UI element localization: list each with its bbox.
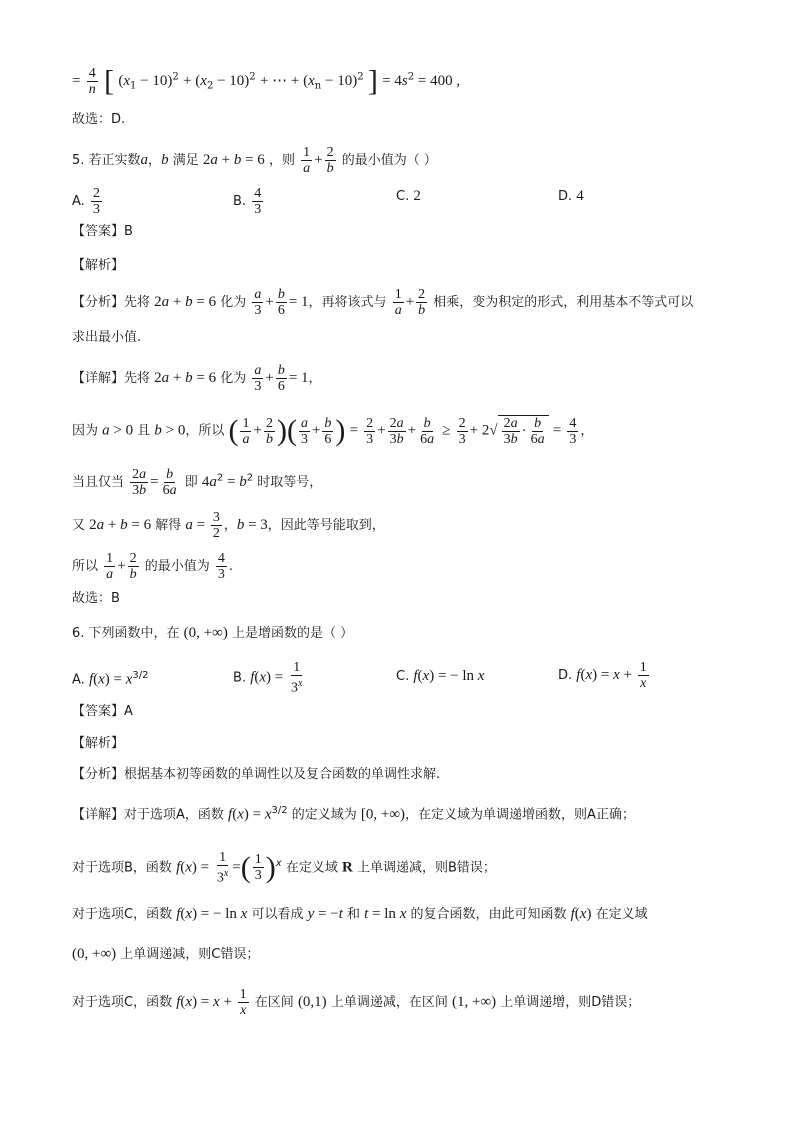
q5-analysis-tag: 【解析】 <box>72 258 125 273</box>
q5-option-c: C. 2 <box>396 188 421 204</box>
q5-step-solve: 又 2a + b = 6 解得 a = $\frac{3}{2}$ ，b = 3，因此等号能取到， <box>72 510 385 541</box>
q6-detail-c2: (0, +∞) 上单调递减，则C错误； <box>72 946 260 962</box>
q6-detail-b: 对于选项B，函数 f(x) = $\frac{1}{3^x}$ =( $\frac{1}{3}$ )$^x$ 在定义域 R 上单调递减，则B错误； <box>72 850 496 886</box>
q6-analysis-tag: 【解析】 <box>72 736 125 751</box>
q5-step-equality: 当且仅当 $\frac{2a}{3b}$ = $\frac{b}{6a}$ 即 $4a^2 = b^2$ 时取等号， <box>72 467 323 498</box>
q6-detail-c1: 对于选项C，函数 f(x) = − ln x 可以看成 y = −t 和 t = ln x 的复合函数，由此可知函数 f(x) 在定义域 <box>72 906 648 922</box>
choice-line-q4: 故选：D. <box>72 112 126 127</box>
q5-fenxi-line2: 求出最小值. <box>72 330 142 345</box>
q6-option-c: C. f(x) = − ln x <box>396 668 485 684</box>
q5-fenxi-line1: 【分析】先将 2a + b = 6 化为 $\frac{a}{3}$ + $\frac{b}{6}$ = 1，再将该式与 $\frac{1}{a}$ + $\frac{2}{b}$ 相乘，变为积定的形式，利用基本不等式可以 <box>72 287 694 318</box>
q5-answer: 【答案】B <box>72 224 133 239</box>
q6-option-b: B. f(x) = $\frac{1}{3^x}$ <box>233 660 303 696</box>
q5-xiangjie-line: 【详解】先将 2a + b = 6 化为 $\frac{a}{3}$ + $\frac{b}{6}$ = 1， <box>72 363 322 394</box>
q6-option-a: A. $f(x) = x^{3/2}$ <box>72 670 149 688</box>
q6-option-d: D. f(x) = x + $\frac{1}{x}$ <box>558 660 647 691</box>
question-5-stem: 5. 若正实数a，b 满足 2a + b = 6 ，则 $\frac{1}{a}$ + $\frac{2}{b}$ 的最小值为（ ） <box>72 145 437 176</box>
q5-step-inequality: 因为 a > 0 且 b > 0，所以 ( $\frac{1}{a}$ + $\frac{2}{b}$ )( $\frac{a}{3}$ + $\frac{b}{6}$ ) = $\frac{2}{3}$ + $\frac{2a}{3b}$ + $\frac{b}{6a}$ ≥ $\frac{2}{3}$ + 2√ $\frac{2a}{3b}$ · $\frac{b}{6a}$ = $\frac{4}{3}$ ， <box>72 414 594 447</box>
q6-detail-a: 【详解】对于选项A，函数 $f(x) = x^{3/2}$ 的定义域为 [0, +∞)，在定义域为单调递增函数，则A正确； <box>72 805 635 823</box>
question-6-stem: 6. 下列函数中，在 (0, +∞) 上是增函数的是（ ） <box>72 625 354 641</box>
q5-choice: 故选：B <box>72 591 120 606</box>
formula-line-variance: = $\frac{4}{n}$ [ $(x_1 - 10)^2 + (x_2 - 10)^2$ + ⋯ + $(x_n - 10)^2$ ] = $4s^2 = 400$ , <box>72 64 461 98</box>
q5-step-result: 所以 $\frac{1}{a}$ + $\frac{2}{b}$ 的最小值为 $\frac{4}{3}$ . <box>72 551 234 582</box>
q6-answer: 【答案】A <box>72 704 133 719</box>
q6-detail-d: 对于选项C，函数 f(x) = x + $\frac{1}{x}$ 在区间 (0,1) 上单调递减，在区间 (1, +∞) 上单调递增，则D错误； <box>72 987 641 1018</box>
q5-option-a: A. $\frac{2}{3}$ <box>72 186 100 217</box>
q5-option-d: D. 4 <box>558 188 584 204</box>
q5-option-b: B. $\frac{4}{3}$ <box>233 186 262 217</box>
q6-fenxi: 【分析】根据基本初等函数的单调性以及复合函数的单调性求解. <box>72 767 441 782</box>
